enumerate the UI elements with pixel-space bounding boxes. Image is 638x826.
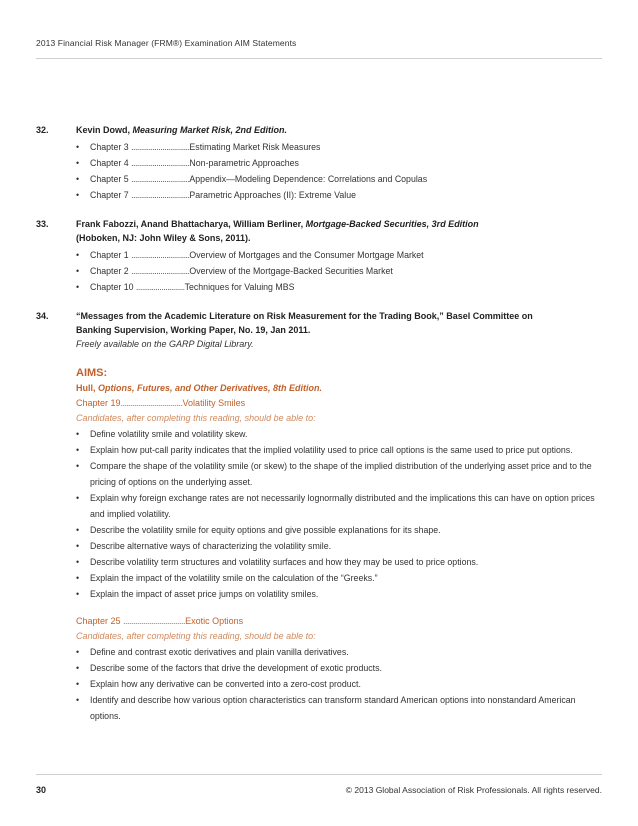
chapter-item: • Chapter 7 ..............................Parametric Approaches (II): Extreme Value (76, 187, 602, 203)
aims-book-title: Hull, Options, Futures, and Other Derivatives, 8th Edition. (76, 383, 323, 393)
chapter-item: • Chapter 1 ..............................Overview of Mortgages and the Consumer Mortgage Market (76, 247, 602, 263)
entry-number: 32. (36, 125, 49, 135)
aims-chapter-heading: Chapter 19...............................Volatility Smiles (76, 398, 246, 408)
objective-item: • Explain how any derivative can be converted into a zero-cost product. (76, 676, 602, 692)
chapter-item: • Chapter 5 ..............................Appendix—Modeling Dependence: Correlations and Copulas (76, 171, 602, 187)
aims-chapter-heading: Chapter 25 ...............................Exotic Options (76, 616, 244, 626)
objective-item: • Define and contrast exotic derivatives and plain vanilla derivatives. (76, 644, 602, 660)
reading-entry-32 (36, 123, 602, 203)
objective-item: • Compare the shape of the volatility smile (or skew) to the shape of the implied distribution of the underlying asset price and to the pricing of options on the underlying asset. (76, 458, 602, 490)
entry-number: 33. (36, 219, 49, 229)
objective-item: • Define volatility smile and volatility skew. (76, 426, 602, 442)
chapter-item: • Chapter 3 ..............................Estimating Market Risk Measures (76, 139, 602, 155)
aims-section (36, 365, 602, 724)
objective-list (76, 644, 602, 724)
entry-number: 34. (36, 311, 49, 321)
copyright-notice: © 2013 Global Association of Risk Professionals. All rights reserved. (345, 785, 602, 795)
chapter-list (76, 247, 602, 295)
objective-item: • Explain the impact of asset price jumps on volatility smiles. (76, 586, 602, 602)
objective-list (76, 426, 602, 602)
page-number: 30 (36, 785, 47, 795)
objective-item: • Explain why foreign exchange rates are not necessarily lognormally distributed and the implications this can have on option prices and implied volatility. (76, 490, 602, 522)
footer-divider (36, 774, 602, 775)
objective-item: • Explain the impact of the volatility smile on the calculation of the “Greeks.” (76, 570, 602, 586)
entry-title: Kevin Dowd, Measuring Market Risk, 2nd Edition. (76, 125, 288, 135)
candidates-intro: Candidates, after completing this reading, should be able to: (76, 631, 316, 641)
objective-item: • Describe alternative ways of characterizing the volatility smile. (76, 538, 602, 554)
candidates-intro: Candidates, after completing this reading, should be able to: (76, 413, 316, 423)
reading-entry-34 (36, 309, 602, 351)
chapter-item: • Chapter 10 .........................Techniques for Valuing MBS (76, 279, 602, 295)
running-header: 2013 Financial Risk Manager (FRM®) Examination AIM Statements (36, 38, 297, 48)
aims-heading: AIMS: (76, 367, 108, 379)
objective-item: • Explain how put-call parity indicates that the implied volatility used to price call options is the same used to price put options. (76, 442, 602, 458)
reading-list (36, 123, 602, 724)
entry-title: Frank Fabozzi, Anand Bhattacharya, William Berliner, Mortgage-Backed Securities, 3rd Edition (Hoboken, NJ: John Wiley & Sons, 2011). (76, 219, 479, 243)
chapter-list (76, 139, 602, 203)
entry-title: “Messages from the Academic Literature on Risk Measurement for the Trading Book,” Basel Committee on Banking Supervision, Working Paper, No. 19, Jan 2011. (76, 311, 533, 335)
objective-item: • Describe volatility term structures and volatility surfaces and how they may be used to price options. (76, 554, 602, 570)
objective-item: • Describe the volatility smile for equity options and give possible explanations for its shape. (76, 522, 602, 538)
chapter-item: • Chapter 2 ..............................Overview of the Mortgage-Backed Securities Market (76, 263, 602, 279)
chapter-item: • Chapter 4 ..............................Non-parametric Approaches (76, 155, 602, 171)
header-divider (36, 58, 602, 59)
reading-entry-33 (36, 217, 602, 295)
objective-item: • Identify and describe how various option characteristics can transform standard American options into nonstandard American options. (76, 692, 602, 724)
availability-note: Freely available on the GARP Digital Library. (76, 339, 254, 349)
objective-item: • Describe some of the factors that drive the development of exotic products. (76, 660, 602, 676)
